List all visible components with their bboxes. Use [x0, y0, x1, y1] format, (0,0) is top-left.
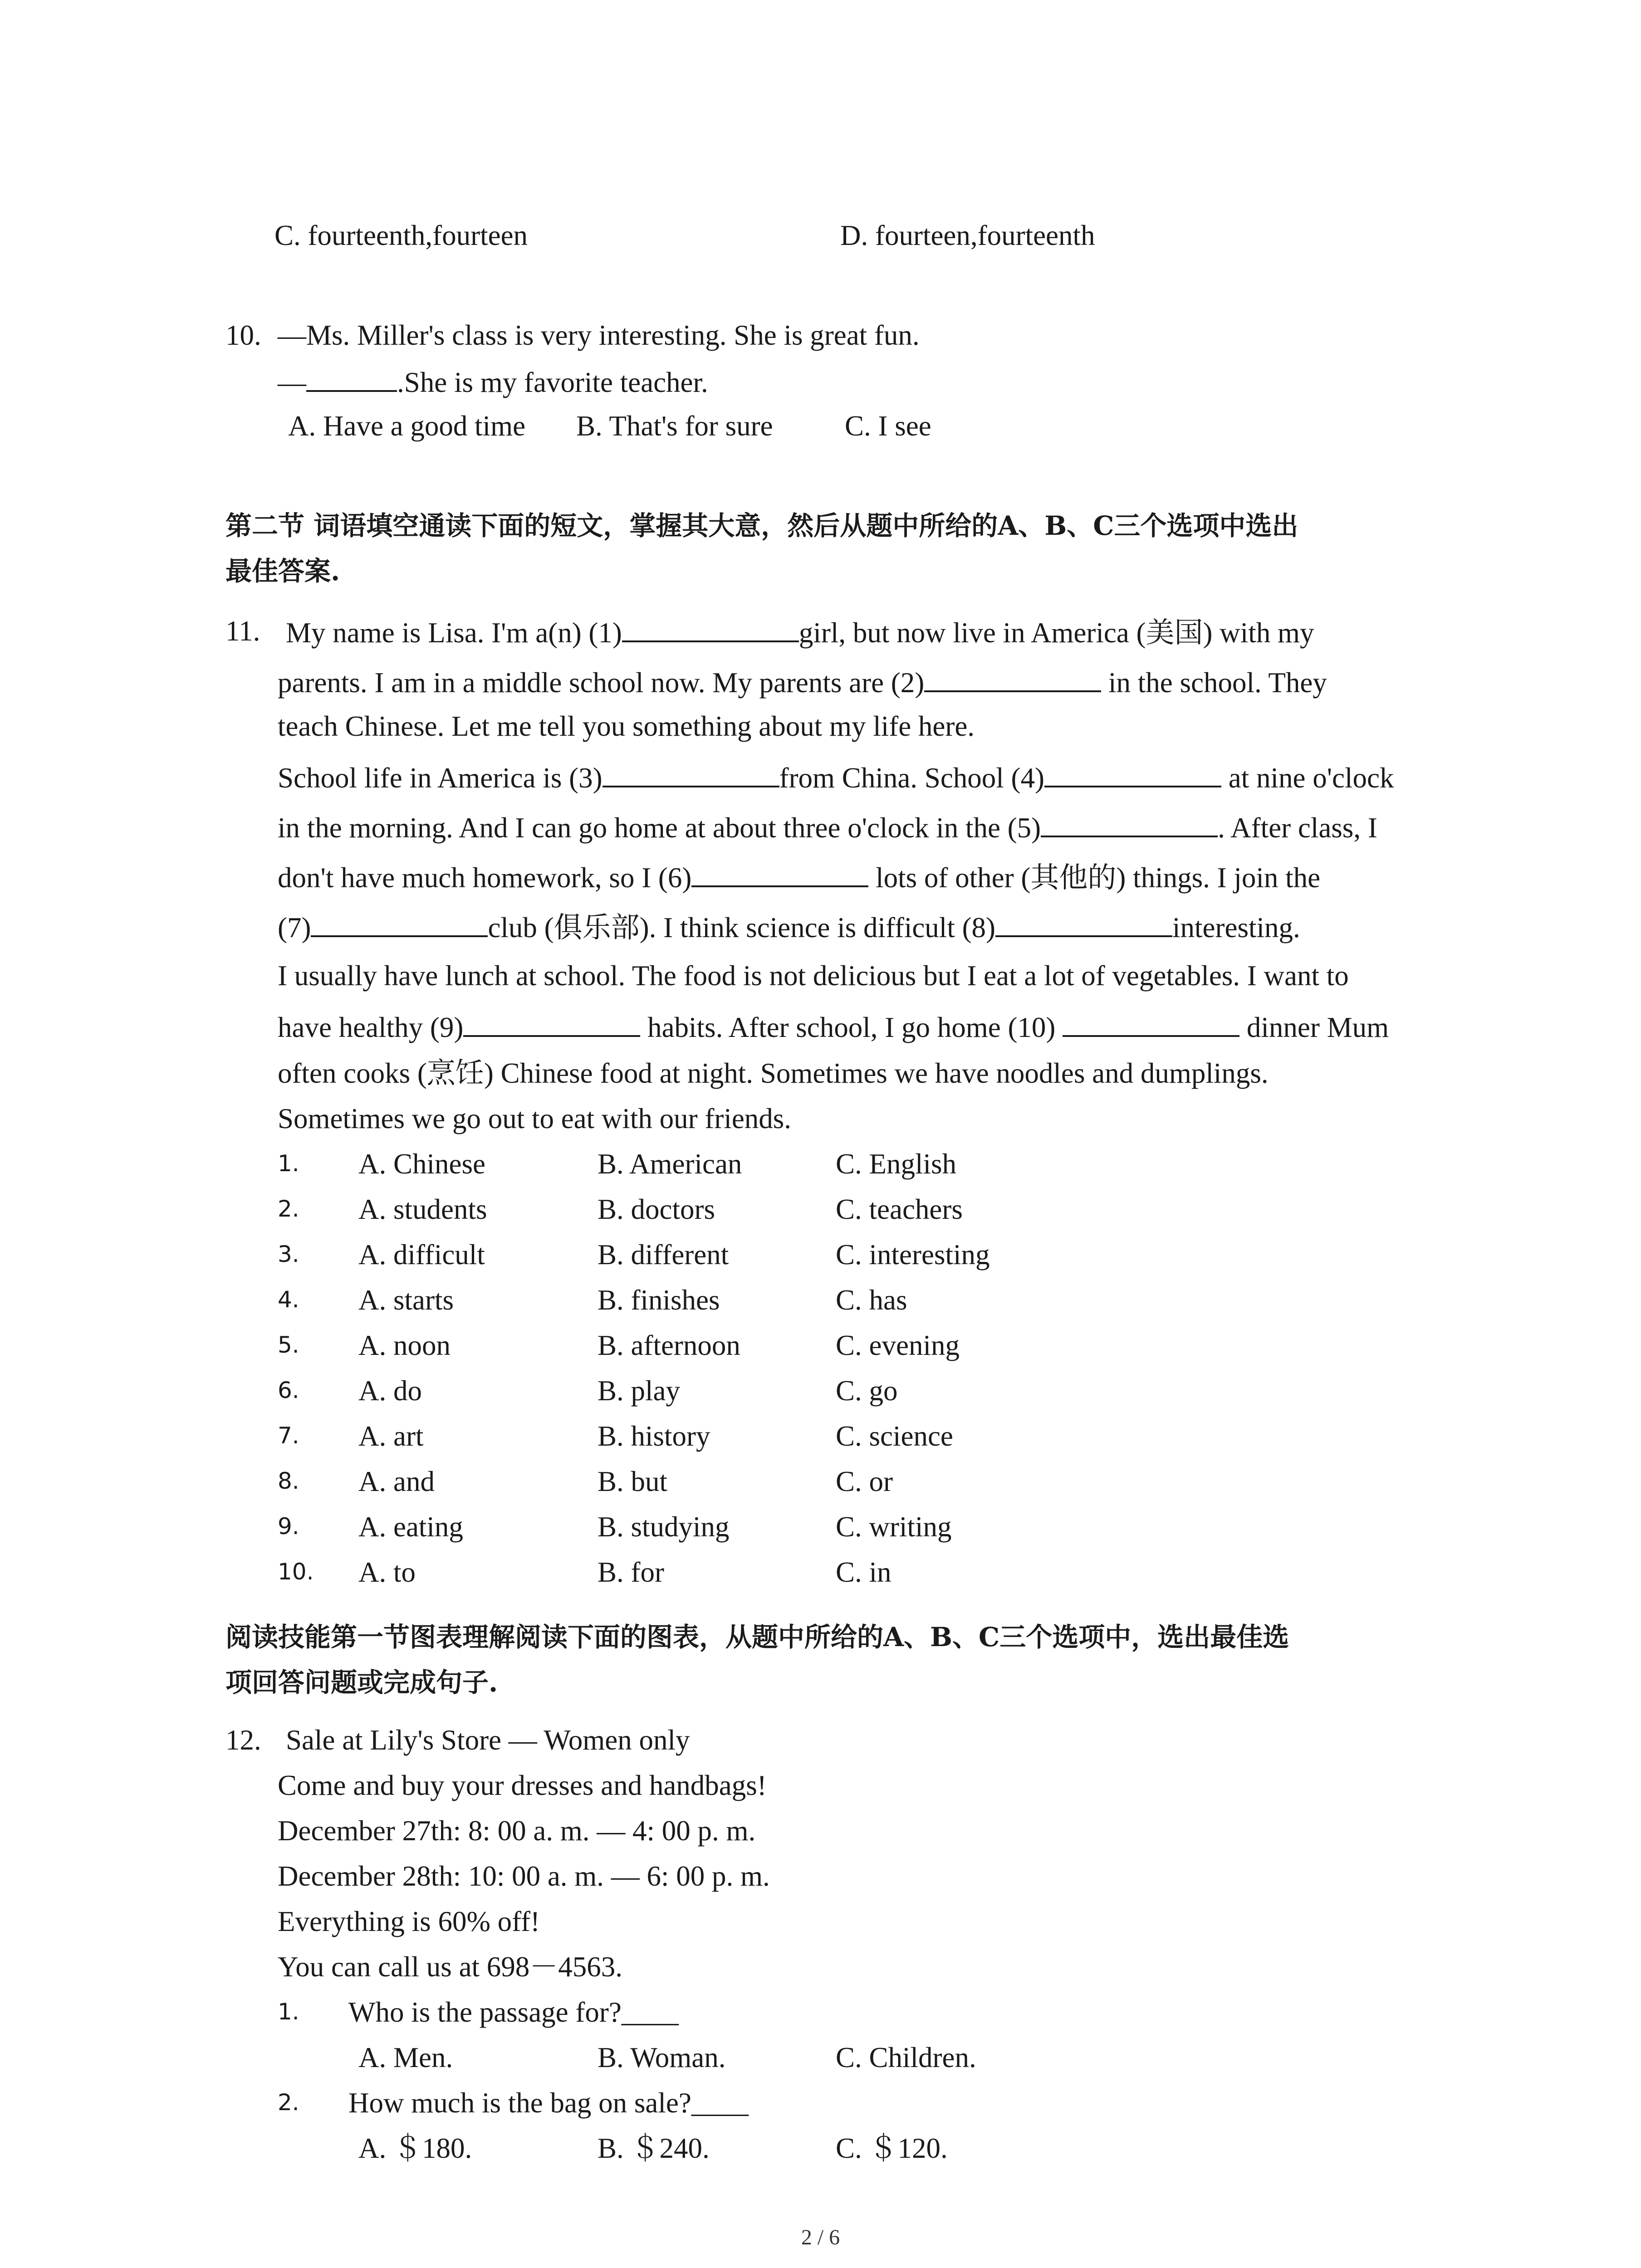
q11-choice-a: A. art — [358, 1420, 424, 1452]
q12-sub2-question: How much is the bag on sale?____ — [348, 2087, 749, 2119]
q11-blank-3 — [603, 762, 779, 787]
q11-text: club (俱乐部). I think science is difficult (8) — [488, 912, 996, 943]
q11-blank-5 — [1041, 812, 1218, 837]
q11-choice-c: C. English — [836, 1148, 957, 1180]
q11-choice-b: B. doctors — [598, 1193, 715, 1225]
q11-text: My name is Lisa. I'm a(n) (1) — [286, 617, 622, 649]
q11-passage-line9 — [278, 1012, 1389, 1042]
q11-text: interesting. — [1172, 912, 1300, 943]
q11-text: have healthy (9) — [278, 1012, 464, 1043]
q11-blank-10 — [1063, 1012, 1239, 1037]
q10-option-a: A. Have a good time — [288, 410, 526, 442]
q11-choice-b: B. for — [598, 1556, 664, 1588]
q11-choice-c: C. writing — [836, 1511, 952, 1543]
q11-text: in the morning. And I can go home at about three o'clock in the (5) — [278, 812, 1041, 844]
q10-number: 10. — [225, 319, 261, 351]
q11-choice-number: 9. — [278, 1513, 299, 1540]
q11-choice-number: 5. — [278, 1332, 299, 1358]
q12-number: 12. — [225, 1724, 261, 1756]
q12-ad-line2: Come and buy your dresses and handbags! — [278, 1769, 767, 1801]
section2-heading-line1: 第二节 词语填空通读下面的短文，掌握其大意，然后从题中所给的A、B、C三个选项中选出 — [225, 510, 1298, 541]
q11-choice-a: A. difficult — [358, 1239, 485, 1271]
q11-choice-c: C. science — [836, 1420, 953, 1452]
q12-ad-line4: December 28th: 10: 00 a. m. — 6: 00 p. m. — [278, 1860, 770, 1892]
q12-ad-line6: You can call us at 698－4563. — [278, 1951, 623, 1983]
q11-blank-4 — [1044, 762, 1221, 787]
q11-choice-c: C. evening — [836, 1330, 960, 1361]
q11-passage-line4 — [278, 762, 1394, 792]
q11-text: parents. I am in a middle school now. My parents are (2) — [278, 667, 925, 699]
q11-text: School life in America is (3) — [278, 762, 603, 794]
q11-blank-7 — [311, 912, 488, 937]
q11-choice-b: B. finishes — [598, 1284, 720, 1316]
q11-choice-b: B. different — [598, 1239, 729, 1271]
q11-choice-c: C. teachers — [836, 1193, 963, 1225]
q11-text: don't have much homework, so I (6) — [278, 862, 692, 894]
q12-sub1-option-c: C. Children. — [836, 2042, 976, 2073]
q11-choice-c: C. in — [836, 1556, 892, 1588]
q11-passage-line6 — [278, 862, 1320, 892]
q11-choice-c: C. interesting — [836, 1239, 990, 1271]
q12-sub1-option-a: A. Men. — [358, 2042, 453, 2073]
q11-choice-a: A. noon — [358, 1330, 451, 1361]
q11-choice-number: 2. — [278, 1196, 299, 1222]
q11-text: in the school. They — [1101, 667, 1327, 699]
q11-passage-line1 — [286, 617, 1314, 647]
q11-choice-b: B. but — [598, 1466, 668, 1497]
q11-choice-number: 10. — [278, 1559, 314, 1585]
q11-choice-b: B. studying — [598, 1511, 730, 1543]
q12-sub2-option-a: A. ＄180. — [358, 2132, 472, 2164]
q11-text: dinner Mum — [1239, 1012, 1389, 1043]
q10-line1: —Ms. Miller's class is very interesting. She is great fun. — [278, 319, 920, 351]
q11-text: . After class, I — [1218, 812, 1377, 844]
q11-choice-c: C. or — [836, 1466, 893, 1497]
q11-text: from China. School (4) — [779, 762, 1045, 794]
q12-ad-line3: December 27th: 8: 00 a. m. — 4: 00 p. m. — [278, 1815, 756, 1847]
q12-sub1-number: 1. — [278, 1999, 299, 2025]
q11-choice-number: 3. — [278, 1241, 299, 1267]
section2-heading-line2: 最佳答案. — [225, 556, 340, 587]
q11-choice-a: A. to — [358, 1556, 416, 1588]
q12-sub2-option-b: B. ＄240. — [598, 2132, 710, 2164]
q10-option-b: B. That's for sure — [576, 410, 773, 442]
q11-choice-number: 6. — [278, 1377, 299, 1403]
q11-choice-b: B. American — [598, 1148, 742, 1180]
q11-choice-a: A. students — [358, 1193, 487, 1225]
q11-passage-line3: teach Chinese. Let me tell you something about my life here. — [278, 710, 975, 742]
q11-choice-a: A. do — [358, 1375, 422, 1407]
q11-text: girl, but now live in America (美国) with my — [798, 617, 1314, 649]
q11-text: habits. After school, I go home (10) — [640, 1012, 1063, 1043]
q10-dash: — — [278, 367, 306, 398]
q11-choice-c: C. has — [836, 1284, 907, 1316]
q11-choice-a: A. eating — [358, 1511, 463, 1543]
q11-text: lots of other (其他的) things. I join the — [868, 862, 1321, 894]
q11-choice-number: 8. — [278, 1468, 299, 1494]
q11-choice-number: 1. — [278, 1150, 299, 1177]
q11-choice-number: 7. — [278, 1422, 299, 1449]
q11-choice-a: A. starts — [358, 1284, 454, 1316]
q10-line2 — [278, 367, 708, 397]
reading-heading-line2: 项回答问题或完成句子. — [225, 1667, 498, 1698]
q11-text: at nine o'clock — [1221, 762, 1394, 794]
q11-blank-8 — [995, 912, 1172, 937]
page-number: 2 / 6 — [801, 2225, 840, 2249]
q9-option-c: C. fourteenth,fourteen — [274, 220, 528, 251]
q11-passage-line8: I usually have lunch at school. The food is not delicious but I eat a lot of vegetables. I want to — [278, 960, 1349, 992]
q11-passage-line5 — [278, 812, 1377, 842]
q11-passage-line10: often cooks (烹饪) Chinese food at night. Sometimes we have noodles and dumplings. — [278, 1057, 1269, 1089]
q10-answer-blank — [306, 367, 397, 392]
q11-passage-line7 — [278, 912, 1300, 942]
q11-choice-a: A. and — [358, 1466, 435, 1497]
q11-choice-b: B. play — [598, 1375, 680, 1407]
q11-choice-b: B. history — [598, 1420, 710, 1452]
q11-passage-line11: Sometimes we go out to eat with our friends. — [278, 1103, 792, 1134]
q10-line2-suffix: .She is my favorite teacher. — [397, 367, 708, 398]
q12-sub1-option-b: B. Woman. — [598, 2042, 726, 2073]
q12-sub2-number: 2. — [278, 2089, 299, 2116]
q12-sub1-question: Who is the passage for?____ — [348, 1996, 679, 2028]
q12-ad-line5: Everything is 60% off! — [278, 1906, 540, 1937]
q9-option-d: D. fourteen,fourteenth — [840, 220, 1095, 251]
q11-blank-6 — [691, 862, 868, 887]
q11-blank-1 — [622, 617, 799, 642]
q12-ad-title: Sale at Lily's Store — Women only — [286, 1724, 690, 1756]
q11-passage-line2 — [278, 667, 1327, 697]
q11-blank-2 — [924, 667, 1101, 692]
q11-choice-c: C. go — [836, 1375, 898, 1407]
q11-choice-b: B. afternoon — [598, 1330, 740, 1361]
q11-text: (7) — [278, 912, 311, 943]
reading-heading-line1: 阅读技能第一节图表理解阅读下面的图表，从题中所给的A、B、C三个选项中，选出最佳选 — [225, 1622, 1289, 1652]
q11-blank-9 — [463, 1012, 640, 1037]
q11-number: 11. — [225, 615, 260, 647]
q10-option-c: C. I see — [845, 410, 931, 442]
q12-sub2-option-c: C. ＄120. — [836, 2132, 948, 2164]
q11-choice-a: A. Chinese — [358, 1148, 485, 1180]
q11-choice-number: 4. — [278, 1286, 299, 1313]
